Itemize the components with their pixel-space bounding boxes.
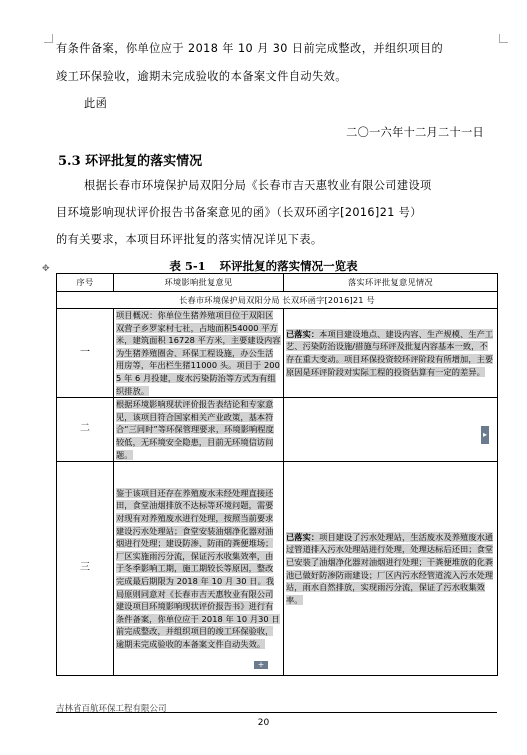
row-opinion — [114, 462, 284, 676]
row-opinion-text: 鉴于该项目还存在养殖废水未经处理直接还田，食堂油烟排放不达标等环境问题，需要对现有对养殖废水进行处理，按照当前要求建设污水处理站；食堂安装油烟净化器对油烟进行处理；建设防渗、防雨的粪便堆场；厂区实施雨污分流，保证污水收集效率，由于冬季影响工期，施工期较长等原因，整改完成最后期限为 2018 年 10 月 30 日。我局原则同意对《长春市吉天惠牧业有限公司建设项目环境影响现状评价报告书》进行有条件备案，你单位应于 2018 年 10 月30 日前完成整改，并组织项目的竣工环保验收，逾期未完成验收的本备案文件自动失效。 — [116, 487, 280, 649]
intro-line-3: 此函 — [84, 97, 108, 110]
table-header-row — [57, 274, 498, 292]
row-number: 三 — [57, 462, 114, 676]
table-row — [57, 398, 498, 462]
table-subheader-row — [57, 292, 498, 309]
table-caption — [0, 258, 527, 274]
footer-divider — [56, 712, 497, 713]
approval-table — [56, 273, 498, 676]
row-status — [284, 309, 498, 398]
table-subheader: 长春市环境保护局双阳分局 长双环函字[2016]21 号 — [57, 292, 498, 309]
row-status — [284, 462, 498, 676]
section-heading: 5.3 环评批复的落实情况 — [58, 154, 203, 169]
crop-mark-top-right — [499, 34, 508, 43]
row-status-label: 已落实： — [286, 328, 320, 339]
table-move-handle-icon[interactable]: ✥ — [42, 264, 50, 274]
row-opinion-text: 项目概况：你单位生猪养殖项目位于双阳区双营子乡罗家村七社，占地面积54000 平方米，建筑面积 16728 平方米，主要建设内容为生猪养殖圈舍、环保工程设施，办公生活用房等，年出栏生猪11000 头。项目于 2005 年 6 月投建，废水污染防治等方式为有组织排放。 — [116, 310, 281, 396]
row-number: 一 — [57, 309, 114, 398]
row-status-body: 本项目建设地点、建设内容、生产规模、生产工艺、污染防治设施/措施与环评及批复内容基本一致，不存在重大变动。项目环保投资较环评阶段有所增加，主要原因是环评阶段对实际工程的投资估算有一定的差异。 — [286, 328, 494, 377]
letter-date: 二〇一六年十二月二十一日 — [346, 126, 484, 139]
table-row — [57, 462, 498, 676]
row-opinion — [114, 309, 284, 398]
expand-column-icon[interactable]: ▸ — [481, 426, 489, 444]
table-caption-number: 表 5-1 — [169, 259, 206, 273]
header-status: 落实环评批复意见情况 — [284, 274, 498, 292]
add-row-icon[interactable]: + — [254, 661, 268, 669]
table-row — [57, 309, 498, 398]
header-seq: 序号 — [57, 274, 114, 292]
row-status-body: 项目建设了污水处理站，生活废水及养殖废水通过管道排入污水处理站进行处理，处理达标后还田；食堂已安装了油烟净化器对油烟进行处理；干粪便堆放的化粪池已做好防渗防雨建设；厂区内污水经管道流入污水处理站，雨水自然排放，实现雨污分流，保证了污水收集效率。 — [286, 531, 494, 605]
footer-company: 吉林省百航环保工程有限公司 — [56, 704, 167, 714]
header-opinion: 环境影响批复意见 — [114, 274, 284, 292]
row-number: 二 — [57, 398, 114, 462]
table-caption-title: 环评批复的落实情况一览表 — [219, 259, 358, 273]
section-body-line-1: 根据长春市环境保护局双阳分局《长春市吉天惠牧业有限公司建设项 — [84, 179, 432, 192]
row-opinion-text: 根据环境影响现状评价报告表结论和专家意见，该项目符合国家相关产业政策，基本符合“三同时”等环保管理要求，环境影响程度较低，无环境安全隐患，目前无环境信访问题。 — [116, 399, 274, 460]
row-opinion — [114, 398, 284, 462]
page-number: 20 — [257, 718, 270, 728]
row-status-label: 已落实： — [286, 531, 320, 542]
row-status-text — [286, 532, 493, 605]
section-body-line-3: 的有关要求，本项目环评批复的落实情况详见下表。 — [56, 233, 323, 246]
section-body-line-2: 目环境影响现状评价报告书备案意见的函》（长双环函字[2016]21 号） — [56, 206, 422, 219]
intro-line-1: 有条件备案，你单位应于 2018 年 10 月 30 日前完成整改，并组织项目的 — [56, 42, 444, 55]
crop-mark-top-left — [44, 34, 53, 43]
intro-line-2: 竣工环保验收，逾期未完成验收的本备案文件自动失效。 — [56, 70, 347, 83]
row-status-text — [286, 329, 493, 377]
row-status — [284, 398, 498, 462]
